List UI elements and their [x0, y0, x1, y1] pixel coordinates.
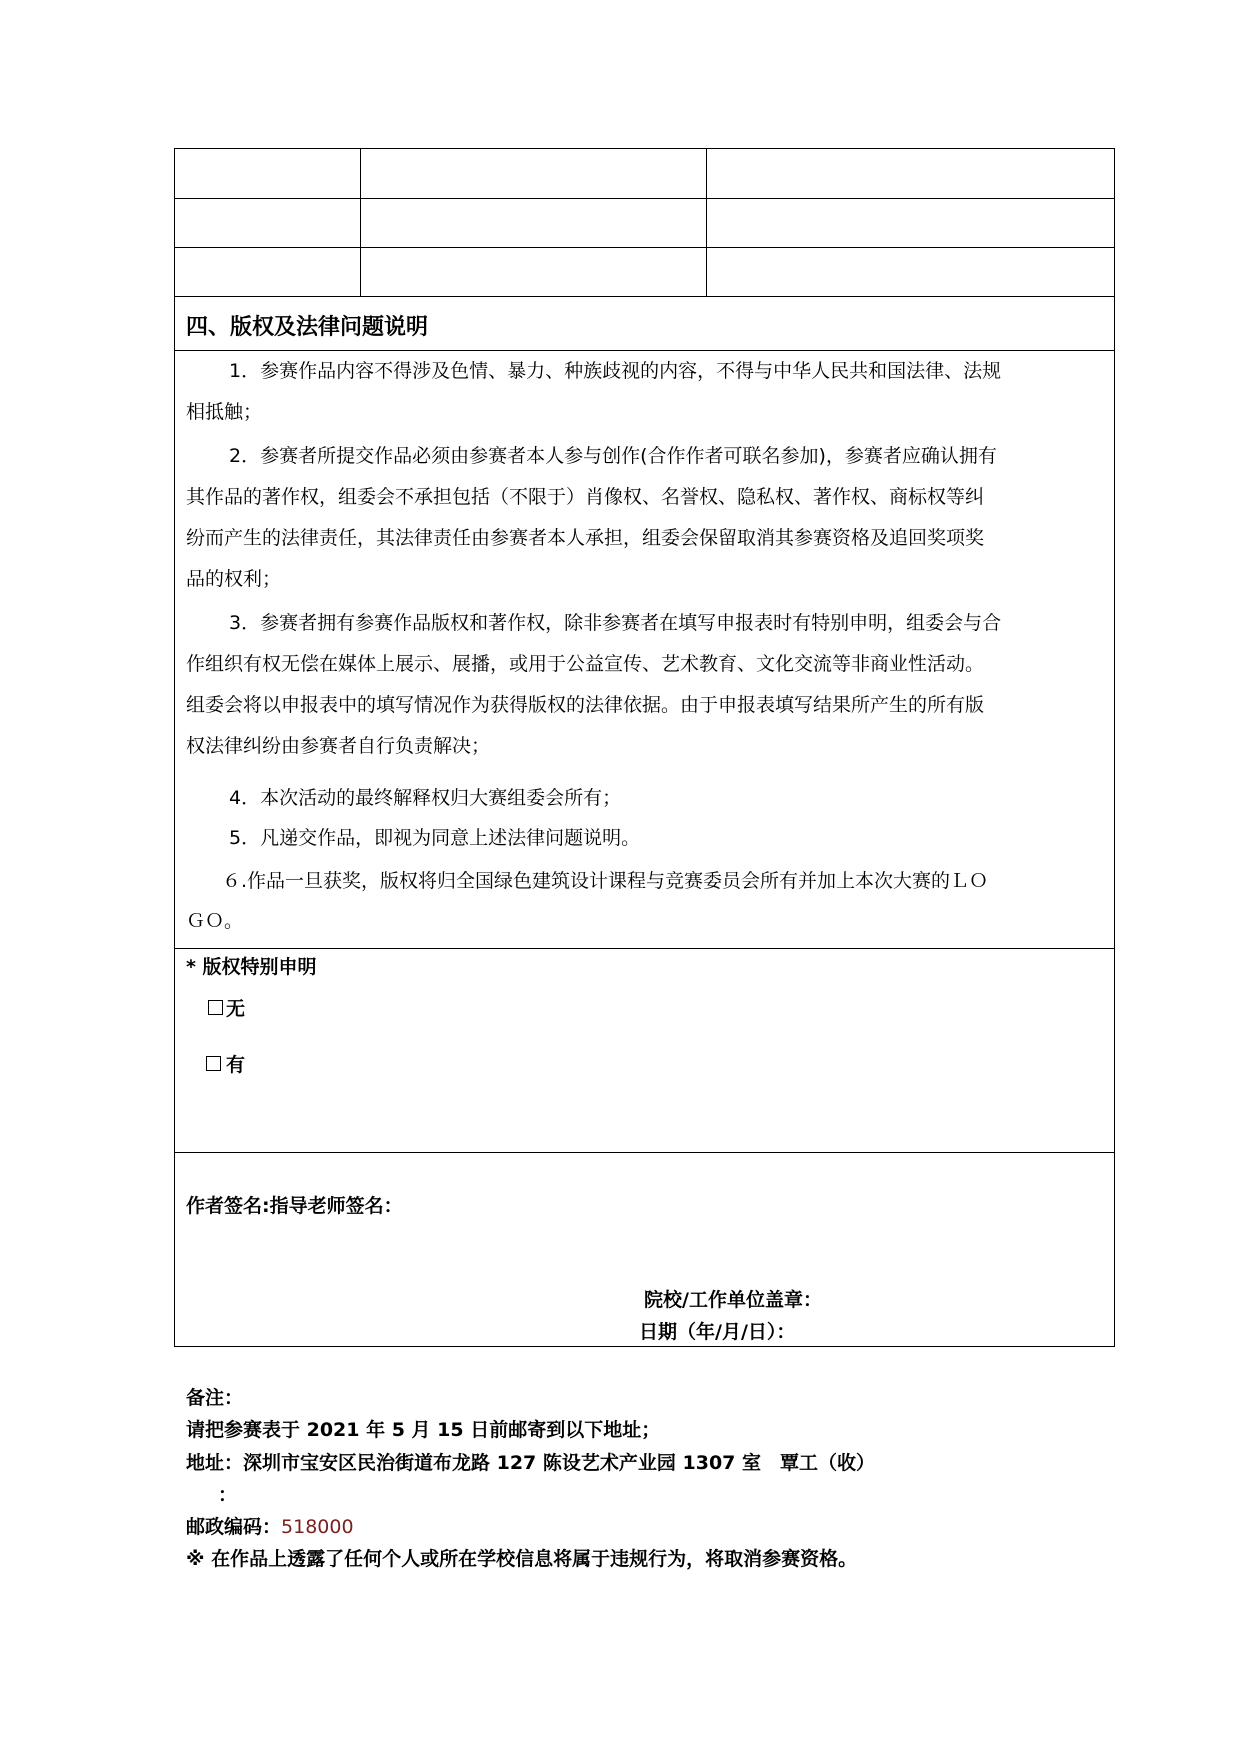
- clause-2-line-2: 其作品的著作权，组委会不承担包括（不限于）肖像权、名誉权、隐私权、著作权、商标权等纠: [186, 486, 985, 508]
- date-label: 日期（年/月/日）：: [639, 1321, 796, 1343]
- notes-deadline: 请把参赛表于 2021 年 5 月 15 日前邮寄到以下地址；: [186, 1419, 661, 1441]
- checkbox-none[interactable]: [208, 1000, 223, 1015]
- clause-1-line-1: 1．参赛作品内容不得涉及色情、暴力、种族歧视的内容，不得与中华人民共和国法律、法规: [229, 360, 1002, 382]
- option-yes-label: 有: [226, 1054, 246, 1076]
- form-border-right: [1114, 148, 1115, 1347]
- declaration-title: * 版权特别申明: [186, 956, 317, 978]
- form-border-left: [174, 148, 175, 1347]
- clause-5: 5．凡递交作品，即视为同意上述法律问题说明。: [229, 827, 641, 849]
- clause-3-line-3: 组委会将以申报表中的填写情况作为获得版权的法律依据。由于申报表填写结果所产生的所有版: [186, 694, 985, 716]
- form-divider: [174, 948, 1115, 949]
- clause-2-line-1: 2．参赛者所提交作品必须由参赛者本人参与创作(合作作者可联名参加)，参赛者应确认拥有: [229, 445, 997, 467]
- clause-3-line-1: 3．参赛者拥有参赛作品版权和著作权，除非参赛者在填写申报表时有特别申明，组委会与合: [229, 612, 1002, 634]
- notes-warning: ※ 在作品上透露了任何个人或所在学校信息将属于违规行为，将取消参赛资格。: [186, 1548, 858, 1570]
- notes-postal-code: [186, 1512, 354, 1539]
- clause-2-line-4: 品的权利；: [186, 568, 282, 590]
- table-border: [174, 148, 1115, 149]
- stamp-label: 院校/工作单位盖章：: [644, 1289, 822, 1311]
- clause-3-line-4: 权法律纠纷由参赛者自行负责解决；: [186, 735, 491, 757]
- section-title: 四、版权及法律问题说明: [186, 315, 429, 340]
- notes-address: 地址：深圳市宝安区民治街道布龙路 127 陈设艺术产业园 1307 室 覃工（收）: [186, 1452, 876, 1474]
- clause-1-line-2: 相抵触；: [186, 401, 263, 423]
- author-signature-label: 作者签名:指导老师签名：: [186, 1195, 403, 1217]
- table-border: [174, 198, 1115, 199]
- form-border-bottom: [174, 1346, 1115, 1347]
- postal-code-value: 518000: [281, 1516, 354, 1538]
- option-none-label: 无: [226, 998, 246, 1020]
- clause-6-line-1: ６.作品一旦获奖，版权将归全国绿色建筑设计课程与竞赛委员会所有并加上本次大赛的ＬＯ: [222, 870, 989, 892]
- table-border: [174, 296, 1115, 297]
- table-border: [706, 148, 707, 296]
- form-divider: [174, 1152, 1115, 1153]
- table-border: [360, 148, 361, 296]
- notes-heading: 备注：: [186, 1387, 244, 1409]
- clause-4: 4．本次活动的最终解释权归大赛组委会所有；: [229, 787, 622, 809]
- clause-2-line-3: 纷而产生的法律责任，其法律责任由参赛者本人承担，组委会保留取消其参赛资格及追回奖项奖: [186, 527, 985, 549]
- checkbox-yes[interactable]: [206, 1056, 221, 1071]
- clause-3-line-2: 作组织有权无偿在媒体上展示、展播，或用于公益宣传、艺术教育、文化交流等非商业性活动。: [186, 653, 985, 675]
- table-border: [174, 247, 1115, 248]
- clause-6-line-2: ＧＯ。: [186, 910, 244, 932]
- notes-address-continued: ：: [218, 1484, 238, 1506]
- postal-code-label: 邮政编码：: [186, 1516, 282, 1538]
- form-divider: [174, 350, 1115, 351]
